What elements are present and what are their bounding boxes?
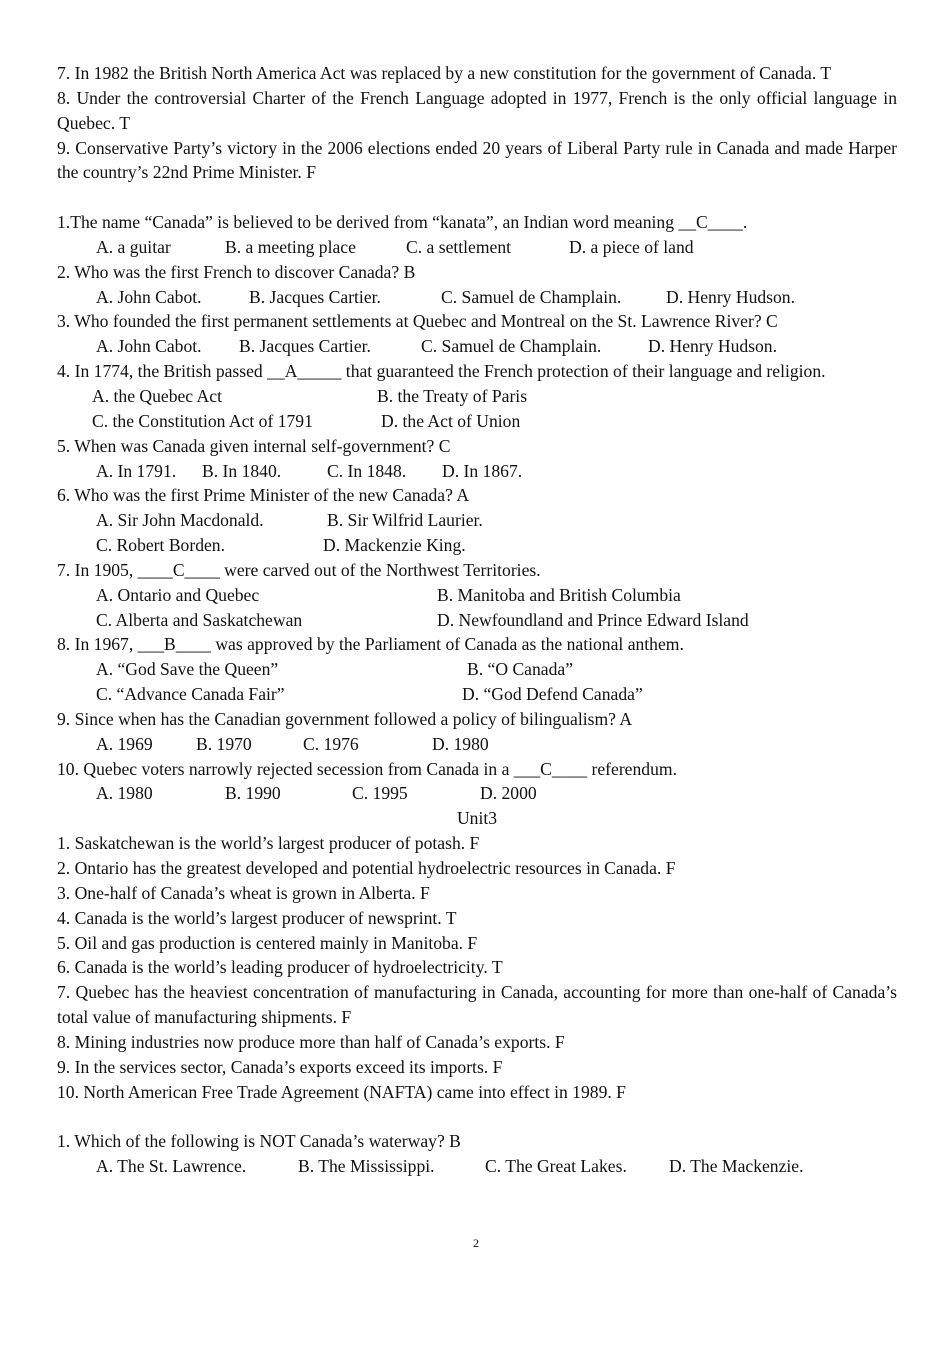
mc-question-2: 2. Who was the first French to discover Canada? B	[57, 261, 416, 282]
option-d: D. 1980	[432, 733, 489, 754]
tf-item-9: 9. Conservative Party’s victory in the 2006 elections ended 20 years of Liberal Party rule in Canada and made Harper the country’s 22nd Prime Minister. F	[57, 137, 897, 183]
mc-options-6a	[57, 508, 897, 533]
option-d: D. a piece of land	[569, 236, 694, 257]
option-c: C. In 1848.	[327, 460, 407, 481]
option-c: C. the Constitution Act of 1791	[92, 410, 313, 431]
option-d: D. 2000	[480, 783, 537, 804]
option-b: B. the Treaty of Paris	[377, 385, 528, 406]
mc-question-u3-1: 1. Which of the following is NOT Canada’s waterway? B	[57, 1131, 461, 1152]
option-b: B. The Mississippi.	[298, 1156, 435, 1177]
option-c: C. Alberta and Saskatchewan	[96, 609, 303, 630]
mc-options-10	[57, 781, 897, 806]
mc-options-7b	[57, 608, 897, 633]
tf-item-8: 8. Under the controversial Charter of the French Language adopted in 1977, French is the only official language in Quebec. T	[57, 87, 897, 133]
page-number: 2	[473, 1236, 479, 1250]
option-b: B. a meeting place	[225, 236, 356, 257]
tf-item: 7. Quebec has the heaviest concentration of manufacturing in Canada, accounting for more than one-half of Canada’s total value of manufacturing shipments. F	[57, 982, 897, 1028]
spacer	[57, 185, 897, 210]
mc-options-3	[57, 334, 897, 359]
mc-options-4a	[57, 384, 897, 409]
option-a: A. Sir John Macdonald.	[96, 510, 264, 531]
tf-item-7: 7. In 1982 the British North America Act was replaced by a new constitution for the government of Canada. T	[57, 63, 832, 83]
tf-item: 3. One-half of Canada’s wheat is grown in Alberta. F	[57, 882, 430, 903]
option-a: A. In 1791.	[96, 460, 177, 481]
section-heading: Unit3	[456, 808, 498, 829]
tf-item: 4. Canada is the world’s largest producer of newsprint. T	[57, 907, 457, 928]
mc-question-10: 10. Quebec voters narrowly rejected secession from Canada in a ___C____ referendum.	[57, 758, 677, 779]
mc-options-2	[57, 285, 897, 310]
tf-item: 10. North American Free Trade Agreement (NAFTA) came into effect in 1989. F	[57, 1081, 626, 1102]
mc-question-9: 9. Since when has the Canadian government followed a policy of bilingualism? A	[57, 708, 633, 729]
mc-options-9	[57, 732, 897, 757]
option-a: A. a guitar	[96, 236, 171, 257]
mc-question-8: 8. In 1967, ___B____ was approved by the Parliament of Canada as the national anthem.	[57, 634, 684, 655]
mc-options-1	[57, 235, 897, 260]
option-c: C. Robert Borden.	[96, 535, 226, 556]
option-c: C. Samuel de Champlain.	[421, 336, 602, 357]
option-b: B. In 1840.	[202, 460, 282, 481]
option-c: C. a settlement	[406, 236, 512, 257]
mc-options-8a	[57, 657, 897, 682]
option-a: A. 1980	[96, 783, 153, 804]
option-c: C. Samuel de Champlain.	[441, 286, 622, 307]
option-d: D. The Mackenzie.	[669, 1156, 804, 1177]
option-d: D. the Act of Union	[381, 410, 521, 431]
option-c: C. The Great Lakes.	[485, 1156, 627, 1177]
option-a: A. “God Save the Queen”	[96, 659, 279, 680]
mc-question-6: 6. Who was the first Prime Minister of the new Canada? A	[57, 485, 470, 506]
mc-options-4b	[57, 409, 897, 434]
option-d: D. Henry Hudson.	[648, 336, 778, 357]
option-b: B. Jacques Cartier.	[249, 286, 381, 307]
mc-options-6b	[57, 533, 897, 558]
option-b: B. Manitoba and British Columbia	[437, 584, 681, 605]
option-a: A. 1969	[96, 733, 153, 754]
mc-question-7: 7. In 1905, ____C____ were carved out of the Northwest Territories.	[57, 559, 541, 580]
option-d: D. Newfoundland and Prince Edward Island	[437, 609, 749, 630]
mc-options-8b	[57, 682, 897, 707]
tf-item: 6. Canada is the world’s leading producer of hydroelectricity. T	[57, 957, 503, 978]
mc-question-3: 3. Who founded the first permanent settlements at Quebec and Montreal on the St. Lawrence River? C	[57, 311, 778, 332]
tf-item: 2. Ontario has the greatest developed and potential hydroelectric resources in Canada. F	[57, 858, 676, 878]
tf-item: 9. In the services sector, Canada’s exports exceed its imports. F	[57, 1056, 503, 1077]
mc-question-1: 1.The name “Canada” is believed to be derived from “kanata”, an Indian word meaning __C____.	[57, 212, 748, 233]
option-d: D. In 1867.	[442, 460, 523, 481]
option-a: A. Ontario and Quebec	[96, 584, 260, 605]
option-a: A. The St. Lawrence.	[96, 1156, 247, 1177]
option-b: B. Sir Wilfrid Laurier.	[327, 510, 483, 531]
mc-options-u3-1	[57, 1154, 897, 1179]
option-d: D. Henry Hudson.	[666, 286, 796, 307]
option-c: C. 1976	[303, 733, 359, 754]
document-page	[57, 61, 897, 1179]
option-c: C. 1995	[352, 783, 408, 804]
option-b: B. 1990	[225, 783, 281, 804]
mc-question-5: 5. When was Canada given internal self-government? C	[57, 435, 451, 456]
tf-item: 5. Oil and gas production is centered mainly in Manitoba. F	[57, 932, 478, 953]
option-b: B. “O Canada”	[467, 659, 574, 680]
mc-question-4: 4. In 1774, the British passed __A_____ that guaranteed the French protection of their language and religion.	[57, 361, 826, 382]
mc-options-5	[57, 459, 897, 484]
option-a: A. John Cabot.	[96, 286, 202, 307]
option-d: D. “God Defend Canada”	[462, 684, 643, 705]
option-d: D. Mackenzie King.	[323, 535, 466, 556]
tf-item: 1. Saskatchewan is the world’s largest producer of potash. F	[57, 833, 480, 854]
spacer	[57, 1104, 897, 1129]
option-a: A. the Quebec Act	[92, 385, 222, 406]
tf-item: 8. Mining industries now produce more than half of Canada’s exports. F	[57, 1031, 565, 1052]
option-b: B. 1970	[196, 733, 252, 754]
mc-options-7a	[57, 583, 897, 608]
option-a: A. John Cabot.	[96, 336, 202, 357]
option-c: C. “Advance Canada Fair”	[96, 684, 285, 705]
option-b: B. Jacques Cartier.	[239, 336, 371, 357]
